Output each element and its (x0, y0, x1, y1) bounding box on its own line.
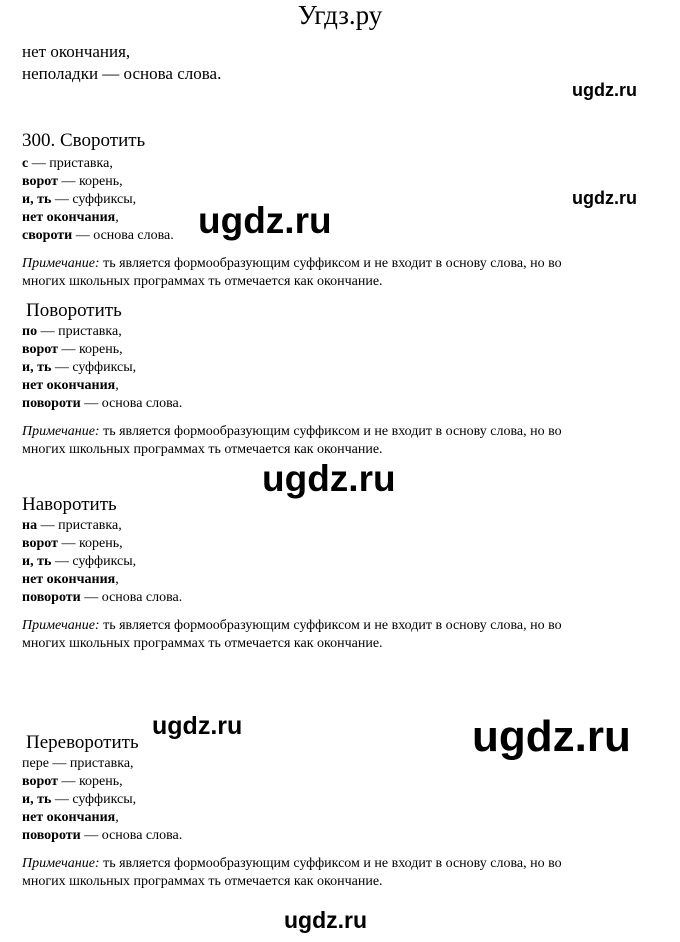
morpheme-line (22, 810, 119, 826)
watermark: ugdz.ru (572, 188, 637, 208)
dash: — (84, 396, 99, 411)
morpheme-line (22, 192, 136, 208)
morpheme-line (22, 378, 119, 394)
root-label: корень, (78, 342, 123, 357)
morpheme-line (22, 828, 182, 844)
note-text: ть является формообразующим суффиксом и не входит в основу слова, но во (99, 256, 562, 271)
prefix-label: приставка, (58, 324, 122, 339)
root-value: ворот (22, 774, 58, 789)
suffixes-label: суффиксы, (72, 792, 137, 807)
root-value: ворот (22, 174, 58, 189)
dash: — (84, 590, 99, 605)
note-line-2: многих школьных программах ть отмечается как окончание. (22, 274, 383, 289)
suffixes-value: и, ть (22, 360, 52, 375)
watermark: ugdz.ru (472, 712, 631, 761)
stem-value: повороти (22, 396, 81, 411)
comma: , (115, 378, 119, 393)
note-label: Примечание: (22, 856, 100, 871)
dash: — (54, 360, 69, 375)
note-line-1 (22, 618, 562, 634)
word-title: Переворотить (26, 732, 139, 753)
morpheme-line (22, 572, 119, 588)
ending-value: нет окончания (22, 378, 116, 393)
word-title: Наворотить (22, 494, 117, 515)
root-value: ворот (22, 342, 58, 357)
morpheme-line (22, 756, 134, 772)
dash: — (61, 536, 76, 551)
note-text: ть является формообразующим суффиксом и не входит в основу слова, но во (99, 856, 562, 871)
dash: — (61, 174, 76, 189)
dash: — (84, 828, 99, 843)
watermark: ugdz.ru (284, 907, 368, 933)
dash: — (54, 792, 69, 807)
dash: — (40, 324, 55, 339)
suffixes-value: и, ть (22, 192, 52, 207)
suffixes-label: суффиксы, (72, 554, 137, 569)
prefix-label: приставка, (49, 156, 113, 171)
morpheme-line (22, 554, 136, 570)
prefix-value: по (22, 324, 38, 339)
stem-label: основа слова. (101, 396, 183, 411)
watermark: ugdz.ru (262, 458, 396, 499)
comma: , (115, 572, 119, 587)
note-text: ть является формообразующим суффиксом и не входит в основу слова, но во (99, 424, 562, 439)
dash: — (54, 192, 69, 207)
stem-label: основа слова. (101, 590, 183, 605)
prefix-label: приставка, (58, 518, 122, 533)
morpheme-line (22, 342, 123, 358)
ending-value: нет окончания (22, 810, 116, 825)
word-title: Поворотить (26, 300, 122, 321)
site-title: Угдз.ру (297, 0, 383, 30)
morpheme-line (22, 396, 182, 412)
suffixes-label: суффиксы, (72, 360, 137, 375)
dash: — (75, 228, 90, 243)
suffixes-value: и, ть (22, 554, 52, 569)
note-label: Примечание: (22, 618, 100, 633)
prefix-label: приставка, (69, 756, 134, 771)
watermark: ugdz.ru (152, 712, 243, 740)
intro-line-1: нет окончания, (22, 42, 131, 61)
stem-label: основа слова. (93, 228, 174, 243)
dash: — (31, 156, 46, 171)
dash: — (61, 342, 76, 357)
note-line-1 (22, 856, 562, 872)
morpheme-line (22, 590, 182, 606)
watermark: ugdz.ru (198, 200, 332, 241)
note-text: ть является формообразующим суффиксом и не входит в основу слова, но во (99, 618, 562, 633)
note-line-1 (22, 424, 562, 440)
prefix-value: на (22, 518, 38, 533)
root-label: корень, (78, 774, 123, 789)
morpheme-line (22, 792, 136, 808)
comma: , (115, 810, 119, 825)
stem-value: свороти (22, 228, 73, 243)
comma: , (115, 210, 119, 225)
stem-value: повороти (22, 590, 81, 605)
note-line-1 (22, 256, 562, 272)
watermark: ugdz.ru (572, 80, 637, 100)
intro-line-2: неполадки — основа слова. (22, 64, 222, 83)
suffixes-value: и, ть (22, 792, 52, 807)
morpheme-line (22, 156, 113, 172)
task-title: 300. Своротить (22, 130, 146, 151)
stem-value: повороти (22, 828, 81, 843)
morpheme-line (22, 360, 136, 376)
prefix-value: с (22, 156, 29, 171)
stem-label: основа слова. (101, 828, 183, 843)
note-line-2: многих школьных программах ть отмечается как окончание. (22, 874, 383, 889)
note-label: Примечание: (22, 256, 100, 271)
morpheme-line (22, 210, 119, 226)
note-line-2: многих школьных программах ть отмечается как окончание. (22, 636, 383, 651)
dash: — (40, 518, 55, 533)
note-label: Примечание: (22, 424, 100, 439)
suffixes-label: суффиксы, (72, 192, 137, 207)
morpheme-line (22, 536, 123, 552)
morpheme-line (22, 324, 122, 340)
root-value: ворот (22, 536, 58, 551)
morpheme-line (22, 228, 174, 244)
root-label: корень, (78, 174, 123, 189)
dash: — (61, 774, 76, 789)
morpheme-line (22, 174, 123, 190)
ending-value: нет окончания (22, 572, 116, 587)
root-label: корень, (78, 536, 123, 551)
morpheme-line (22, 774, 123, 790)
morpheme-line (22, 518, 122, 534)
prefix-value: пере (22, 756, 49, 771)
ending-value: нет окончания (22, 210, 116, 225)
dash: — (54, 554, 69, 569)
dash: — (52, 756, 67, 771)
note-line-2: многих школьных программах ть отмечается как окончание. (22, 442, 383, 457)
